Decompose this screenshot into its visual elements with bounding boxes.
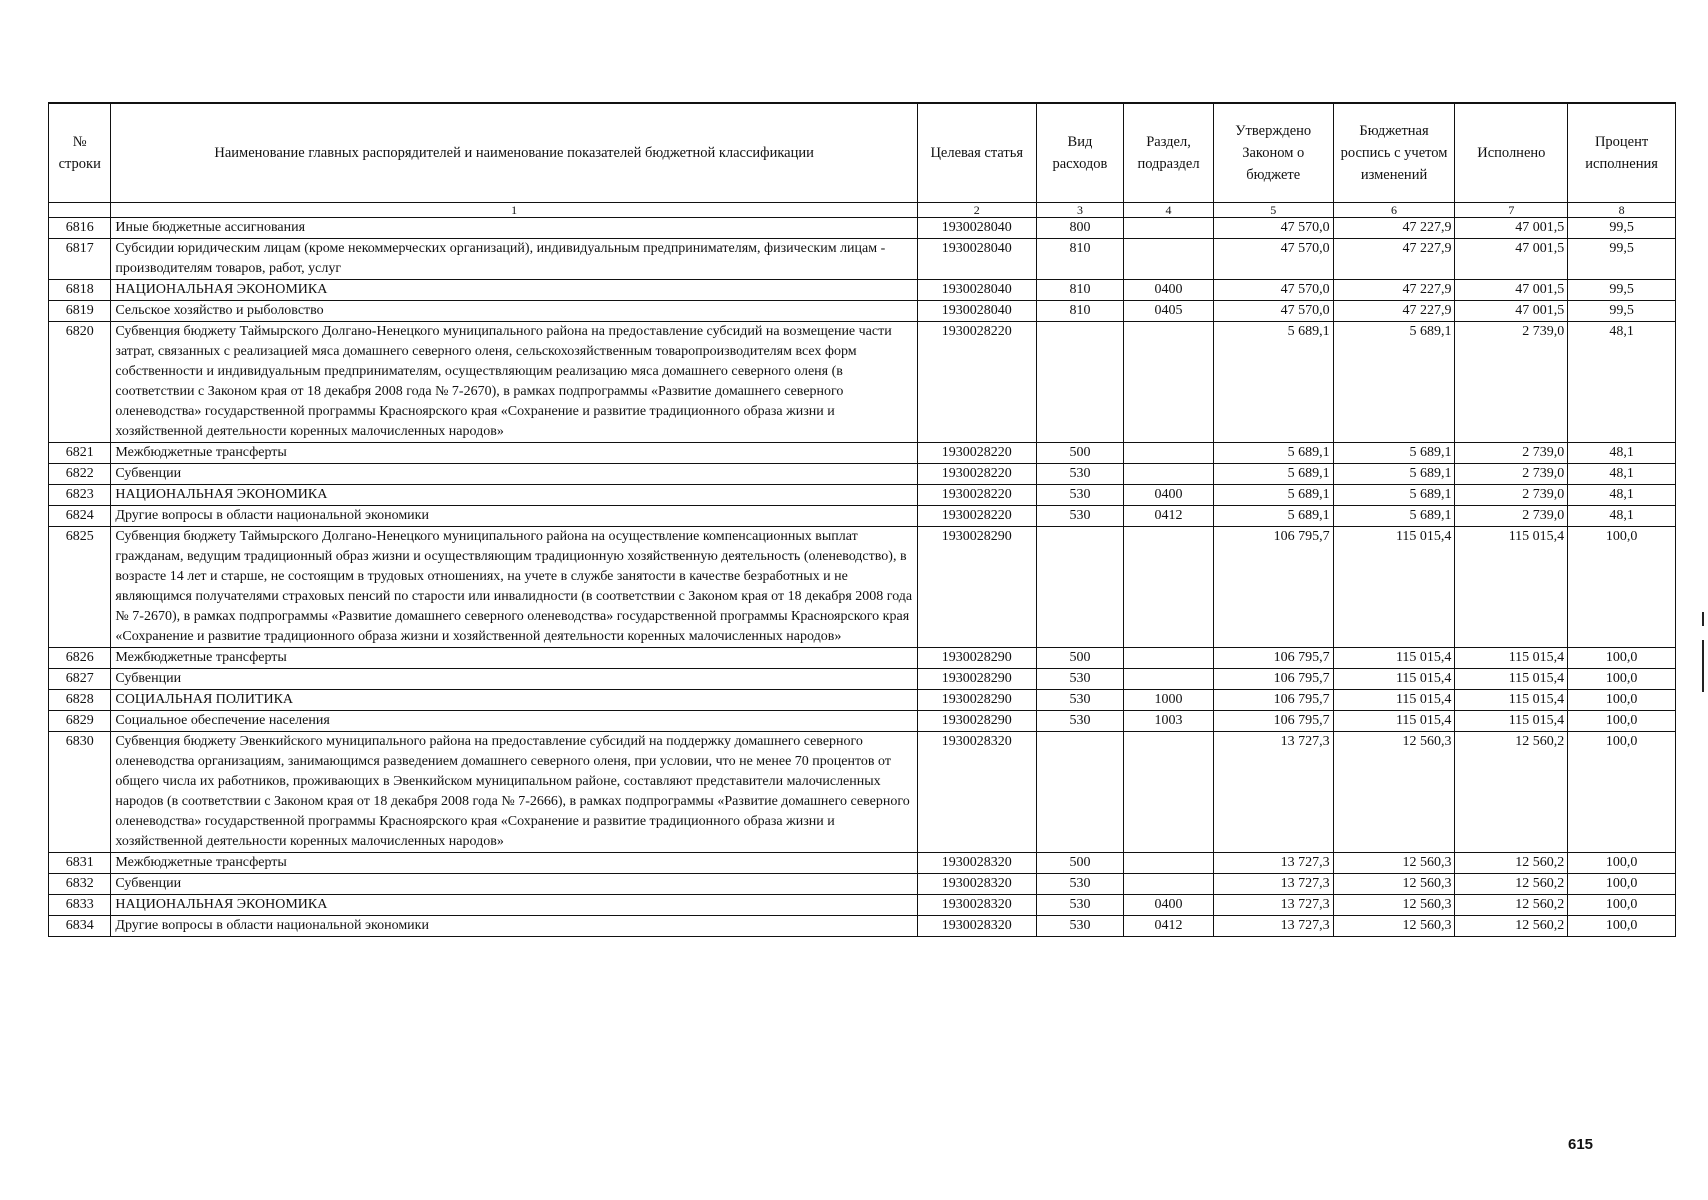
row-name-cell: Другие вопросы в области национальной экономики	[111, 916, 917, 937]
row-executed-cell: 47 001,5	[1455, 239, 1568, 280]
table-row	[49, 239, 1676, 280]
row-section-cell: 0400	[1124, 280, 1214, 301]
row-approved-cell: 13 727,3	[1213, 874, 1333, 895]
row-number-cell: 6820	[49, 322, 111, 443]
row-executed-cell: 12 560,2	[1455, 732, 1568, 853]
row-expense-type-cell: 530	[1036, 711, 1124, 732]
row-name-cell: Субвенция бюджету Таймырского Долгано-Ненецкого муниципального района на осуществление компенсационных выплат гражданам, ведущим традиционный образ жизни и осуществляющим традиционную хозяйственную деятельность (оленеводство), в возрасте 14 лет и старше, не состоящим в трудовых отношениях, на учете в службе занятости в качестве безработных и не являющимся получателями страховых пенсий по старости или инвалидности (в соответствии с Законом края от 18 декабря 2008 года № 7-2670), в рамках подпрограммы «Развитие домашнего северного оленеводства» государственной программы Красноярского края «Сохранение и развитие традиционного образа жизни и хозяйственной деятельности коренных малочисленных народов»	[111, 527, 917, 648]
row-executed-cell: 12 560,2	[1455, 916, 1568, 937]
page-number: 615	[1568, 1136, 1594, 1153]
row-number-cell: 6824	[49, 506, 111, 527]
row-expense-type-cell: 530	[1036, 895, 1124, 916]
row-expense-type-cell: 530	[1036, 874, 1124, 895]
row-revised-cell: 47 227,9	[1333, 218, 1455, 239]
table-row	[49, 916, 1676, 937]
row-percent-cell: 100,0	[1568, 732, 1676, 853]
row-percent-cell: 100,0	[1568, 527, 1676, 648]
column-number: 8	[1568, 203, 1676, 218]
row-executed-cell: 2 739,0	[1455, 485, 1568, 506]
row-target-article-cell: 1930028320	[917, 916, 1036, 937]
table-body	[49, 218, 1676, 937]
row-approved-cell: 106 795,7	[1213, 527, 1333, 648]
row-number-cell: 6825	[49, 527, 111, 648]
row-expense-type-cell	[1036, 322, 1124, 443]
scan-edge-mark	[1702, 640, 1704, 692]
row-number-cell: 6831	[49, 853, 111, 874]
table-row	[49, 711, 1676, 732]
row-name-cell: НАЦИОНАЛЬНАЯ ЭКОНОМИКА	[111, 280, 917, 301]
row-revised-cell: 47 227,9	[1333, 280, 1455, 301]
row-name-cell: НАЦИОНАЛЬНАЯ ЭКОНОМИКА	[111, 485, 917, 506]
column-number: 2	[917, 203, 1036, 218]
table-row	[49, 690, 1676, 711]
row-executed-cell: 115 015,4	[1455, 648, 1568, 669]
row-approved-cell: 5 689,1	[1213, 485, 1333, 506]
row-expense-type-cell: 500	[1036, 853, 1124, 874]
row-approved-cell: 47 570,0	[1213, 218, 1333, 239]
row-revised-cell: 12 560,3	[1333, 853, 1455, 874]
row-section-cell	[1124, 648, 1214, 669]
table-row	[49, 485, 1676, 506]
row-percent-cell: 100,0	[1568, 690, 1676, 711]
row-expense-type-cell: 530	[1036, 669, 1124, 690]
row-section-cell	[1124, 853, 1214, 874]
row-target-article-cell: 1930028220	[917, 464, 1036, 485]
row-target-article-cell: 1930028220	[917, 506, 1036, 527]
row-target-article-cell: 1930028290	[917, 648, 1036, 669]
row-revised-cell: 5 689,1	[1333, 322, 1455, 443]
row-executed-cell: 115 015,4	[1455, 711, 1568, 732]
row-approved-cell: 47 570,0	[1213, 301, 1333, 322]
row-name-cell: Субсидии юридическим лицам (кроме некоммерческих организаций), индивидуальным предпринимателям, физическим лицам - производителям товаров, работ, услуг	[111, 239, 917, 280]
row-approved-cell: 106 795,7	[1213, 690, 1333, 711]
row-percent-cell: 100,0	[1568, 648, 1676, 669]
row-section-cell	[1124, 669, 1214, 690]
table-row	[49, 218, 1676, 239]
header-row-number: № строки	[49, 103, 111, 203]
row-name-cell: Другие вопросы в области национальной экономики	[111, 506, 917, 527]
row-name-cell: Межбюджетные трансферты	[111, 853, 917, 874]
row-percent-cell: 99,5	[1568, 218, 1676, 239]
row-revised-cell: 115 015,4	[1333, 711, 1455, 732]
row-percent-cell: 48,1	[1568, 506, 1676, 527]
row-percent-cell: 99,5	[1568, 280, 1676, 301]
table-row	[49, 853, 1676, 874]
table-row	[49, 648, 1676, 669]
row-target-article-cell: 1930028320	[917, 732, 1036, 853]
row-name-cell: Иные бюджетные ассигнования	[111, 218, 917, 239]
header-executed: Исполнено	[1455, 103, 1568, 203]
row-number-cell: 6821	[49, 443, 111, 464]
row-name-cell: Субвенции	[111, 874, 917, 895]
row-executed-cell: 12 560,2	[1455, 853, 1568, 874]
row-percent-cell: 48,1	[1568, 322, 1676, 443]
row-section-cell: 1000	[1124, 690, 1214, 711]
row-target-article-cell: 1930028220	[917, 443, 1036, 464]
row-name-cell: СОЦИАЛЬНАЯ ПОЛИТИКА	[111, 690, 917, 711]
column-number-row	[49, 203, 1676, 218]
row-target-article-cell: 1930028040	[917, 218, 1036, 239]
row-number-cell: 6826	[49, 648, 111, 669]
row-name-cell: Субвенции	[111, 464, 917, 485]
row-section-cell: 0412	[1124, 916, 1214, 937]
row-percent-cell: 48,1	[1568, 443, 1676, 464]
row-target-article-cell: 1930028220	[917, 485, 1036, 506]
table-row	[49, 322, 1676, 443]
row-name-cell: Субвенция бюджету Таймырского Долгано-Ненецкого муниципального района на предоставление субсидий на возмещение части затрат, связанных с реализацией мяса домашнего северного оленя, сельскохозяйственным товаропроизводителям всех форм собственности и индивидуальным предпринимателям, осуществляющим реализацию мяса домашнего северного оленя (в соответствии с Законом края от 18 декабря 2008 года № 7-2670), в рамках подпрограммы «Развитие домашнего северного оленеводства» государственной программы Красноярского края «Сохранение и развитие традиционного образа жизни и хозяйственной деятельности коренных малочисленных народов»	[111, 322, 917, 443]
row-target-article-cell: 1930028320	[917, 895, 1036, 916]
table-row	[49, 443, 1676, 464]
row-approved-cell: 47 570,0	[1213, 239, 1333, 280]
column-number	[49, 203, 111, 218]
table-header-row	[49, 103, 1676, 203]
row-number-cell: 6818	[49, 280, 111, 301]
row-name-cell: Межбюджетные трансферты	[111, 443, 917, 464]
row-approved-cell: 13 727,3	[1213, 916, 1333, 937]
row-name-cell: Сельское хозяйство и рыболовство	[111, 301, 917, 322]
row-expense-type-cell: 530	[1036, 916, 1124, 937]
row-section-cell: 0412	[1124, 506, 1214, 527]
row-percent-cell: 100,0	[1568, 895, 1676, 916]
header-percent: Процент исполнения	[1568, 103, 1676, 203]
row-approved-cell: 106 795,7	[1213, 648, 1333, 669]
row-section-cell	[1124, 239, 1214, 280]
row-section-cell: 0400	[1124, 895, 1214, 916]
row-number-cell: 6827	[49, 669, 111, 690]
row-executed-cell: 2 739,0	[1455, 464, 1568, 485]
row-percent-cell: 48,1	[1568, 485, 1676, 506]
row-name-cell: Субвенции	[111, 669, 917, 690]
table-row	[49, 874, 1676, 895]
table-row	[49, 895, 1676, 916]
row-revised-cell: 12 560,3	[1333, 732, 1455, 853]
row-percent-cell: 99,5	[1568, 301, 1676, 322]
row-approved-cell: 5 689,1	[1213, 506, 1333, 527]
row-number-cell: 6832	[49, 874, 111, 895]
table-row	[49, 527, 1676, 648]
header-expense-type: Вид расходов	[1036, 103, 1124, 203]
row-executed-cell: 47 001,5	[1455, 218, 1568, 239]
row-percent-cell: 100,0	[1568, 916, 1676, 937]
row-revised-cell: 115 015,4	[1333, 690, 1455, 711]
row-percent-cell: 100,0	[1568, 853, 1676, 874]
row-revised-cell: 115 015,4	[1333, 648, 1455, 669]
row-approved-cell: 106 795,7	[1213, 669, 1333, 690]
row-revised-cell: 12 560,3	[1333, 874, 1455, 895]
row-executed-cell: 2 739,0	[1455, 506, 1568, 527]
header-section: Раздел, подраздел	[1124, 103, 1214, 203]
row-number-cell: 6822	[49, 464, 111, 485]
row-name-cell: Социальное обеспечение населения	[111, 711, 917, 732]
budget-table	[48, 102, 1676, 937]
row-name-cell: Субвенция бюджету Эвенкийского муниципального района на предоставление субсидий на поддержку домашнего северного оленеводства организациям, занимающимся разведением домашнего северного оленя, при условии, что не менее 70 процентов от общего числа их работников, проживающих в Эвенкийском муниципальном районе, составляют представители малочисленных народов (в соответствии с Законом края от 18 декабря 2008 года № 7-2666), в рамках подпрограммы «Развитие домашнего северного оленеводства» государственной программы Красноярского края «Сохранение и развитие традиционного образа жизни и хозяйственной деятельности коренных малочисленных народов»	[111, 732, 917, 853]
column-number: 4	[1124, 203, 1214, 218]
row-target-article-cell: 1930028320	[917, 853, 1036, 874]
row-executed-cell: 12 560,2	[1455, 895, 1568, 916]
row-section-cell	[1124, 732, 1214, 853]
row-executed-cell: 115 015,4	[1455, 527, 1568, 648]
row-target-article-cell: 1930028320	[917, 874, 1036, 895]
row-revised-cell: 12 560,3	[1333, 895, 1455, 916]
row-percent-cell: 48,1	[1568, 464, 1676, 485]
row-section-cell: 1003	[1124, 711, 1214, 732]
row-expense-type-cell: 500	[1036, 648, 1124, 669]
row-revised-cell: 5 689,1	[1333, 464, 1455, 485]
row-revised-cell: 115 015,4	[1333, 527, 1455, 648]
row-section-cell: 0405	[1124, 301, 1214, 322]
scan-edge-mark	[1702, 612, 1704, 626]
row-section-cell	[1124, 874, 1214, 895]
row-expense-type-cell: 530	[1036, 464, 1124, 485]
row-number-cell: 6833	[49, 895, 111, 916]
row-revised-cell: 5 689,1	[1333, 443, 1455, 464]
row-expense-type-cell: 530	[1036, 506, 1124, 527]
row-executed-cell: 115 015,4	[1455, 690, 1568, 711]
row-expense-type-cell	[1036, 732, 1124, 853]
header-name: Наименование главных распорядителей и наименование показателей бюджетной классификации	[111, 103, 917, 203]
row-expense-type-cell: 530	[1036, 690, 1124, 711]
row-revised-cell: 47 227,9	[1333, 301, 1455, 322]
row-expense-type-cell: 810	[1036, 280, 1124, 301]
row-approved-cell: 13 727,3	[1213, 732, 1333, 853]
row-revised-cell: 47 227,9	[1333, 239, 1455, 280]
row-section-cell	[1124, 527, 1214, 648]
row-executed-cell: 47 001,5	[1455, 301, 1568, 322]
row-target-article-cell: 1930028290	[917, 711, 1036, 732]
table-row	[49, 506, 1676, 527]
row-approved-cell: 13 727,3	[1213, 895, 1333, 916]
row-target-article-cell: 1930028040	[917, 280, 1036, 301]
row-percent-cell: 100,0	[1568, 669, 1676, 690]
row-expense-type-cell: 800	[1036, 218, 1124, 239]
row-number-cell: 6834	[49, 916, 111, 937]
row-revised-cell: 12 560,3	[1333, 916, 1455, 937]
row-percent-cell: 100,0	[1568, 711, 1676, 732]
row-revised-cell: 5 689,1	[1333, 485, 1455, 506]
row-approved-cell: 5 689,1	[1213, 443, 1333, 464]
row-expense-type-cell: 530	[1036, 485, 1124, 506]
row-target-article-cell: 1930028290	[917, 669, 1036, 690]
row-number-cell: 6830	[49, 732, 111, 853]
table-row	[49, 732, 1676, 853]
row-number-cell: 6819	[49, 301, 111, 322]
row-executed-cell: 115 015,4	[1455, 669, 1568, 690]
row-target-article-cell: 1930028290	[917, 690, 1036, 711]
row-number-cell: 6829	[49, 711, 111, 732]
row-percent-cell: 99,5	[1568, 239, 1676, 280]
row-number-cell: 6828	[49, 690, 111, 711]
table-row	[49, 669, 1676, 690]
row-section-cell	[1124, 464, 1214, 485]
row-approved-cell: 5 689,1	[1213, 464, 1333, 485]
row-section-cell	[1124, 218, 1214, 239]
row-expense-type-cell: 500	[1036, 443, 1124, 464]
row-target-article-cell: 1930028220	[917, 322, 1036, 443]
row-executed-cell: 2 739,0	[1455, 443, 1568, 464]
row-name-cell: Межбюджетные трансферты	[111, 648, 917, 669]
row-approved-cell: 106 795,7	[1213, 711, 1333, 732]
row-number-cell: 6816	[49, 218, 111, 239]
column-number: 3	[1036, 203, 1124, 218]
row-section-cell: 0400	[1124, 485, 1214, 506]
row-approved-cell: 5 689,1	[1213, 322, 1333, 443]
header-revised: Бюджетная роспись с учетом изменений	[1333, 103, 1455, 203]
row-revised-cell: 5 689,1	[1333, 506, 1455, 527]
row-expense-type-cell: 810	[1036, 239, 1124, 280]
row-number-cell: 6823	[49, 485, 111, 506]
column-number: 6	[1333, 203, 1455, 218]
row-target-article-cell: 1930028290	[917, 527, 1036, 648]
row-expense-type-cell: 810	[1036, 301, 1124, 322]
column-number: 7	[1455, 203, 1568, 218]
column-number: 1	[111, 203, 917, 218]
table-row	[49, 301, 1676, 322]
row-executed-cell: 2 739,0	[1455, 322, 1568, 443]
header-target-article: Целевая статья	[917, 103, 1036, 203]
table-row	[49, 280, 1676, 301]
row-target-article-cell: 1930028040	[917, 301, 1036, 322]
row-approved-cell: 47 570,0	[1213, 280, 1333, 301]
table-row	[49, 464, 1676, 485]
row-expense-type-cell	[1036, 527, 1124, 648]
row-section-cell	[1124, 322, 1214, 443]
row-approved-cell: 13 727,3	[1213, 853, 1333, 874]
row-executed-cell: 12 560,2	[1455, 874, 1568, 895]
header-approved: Утверждено Законом о бюджете	[1213, 103, 1333, 203]
row-target-article-cell: 1930028040	[917, 239, 1036, 280]
row-percent-cell: 100,0	[1568, 874, 1676, 895]
row-number-cell: 6817	[49, 239, 111, 280]
row-section-cell	[1124, 443, 1214, 464]
row-revised-cell: 115 015,4	[1333, 669, 1455, 690]
column-number: 5	[1213, 203, 1333, 218]
row-executed-cell: 47 001,5	[1455, 280, 1568, 301]
row-name-cell: НАЦИОНАЛЬНАЯ ЭКОНОМИКА	[111, 895, 917, 916]
